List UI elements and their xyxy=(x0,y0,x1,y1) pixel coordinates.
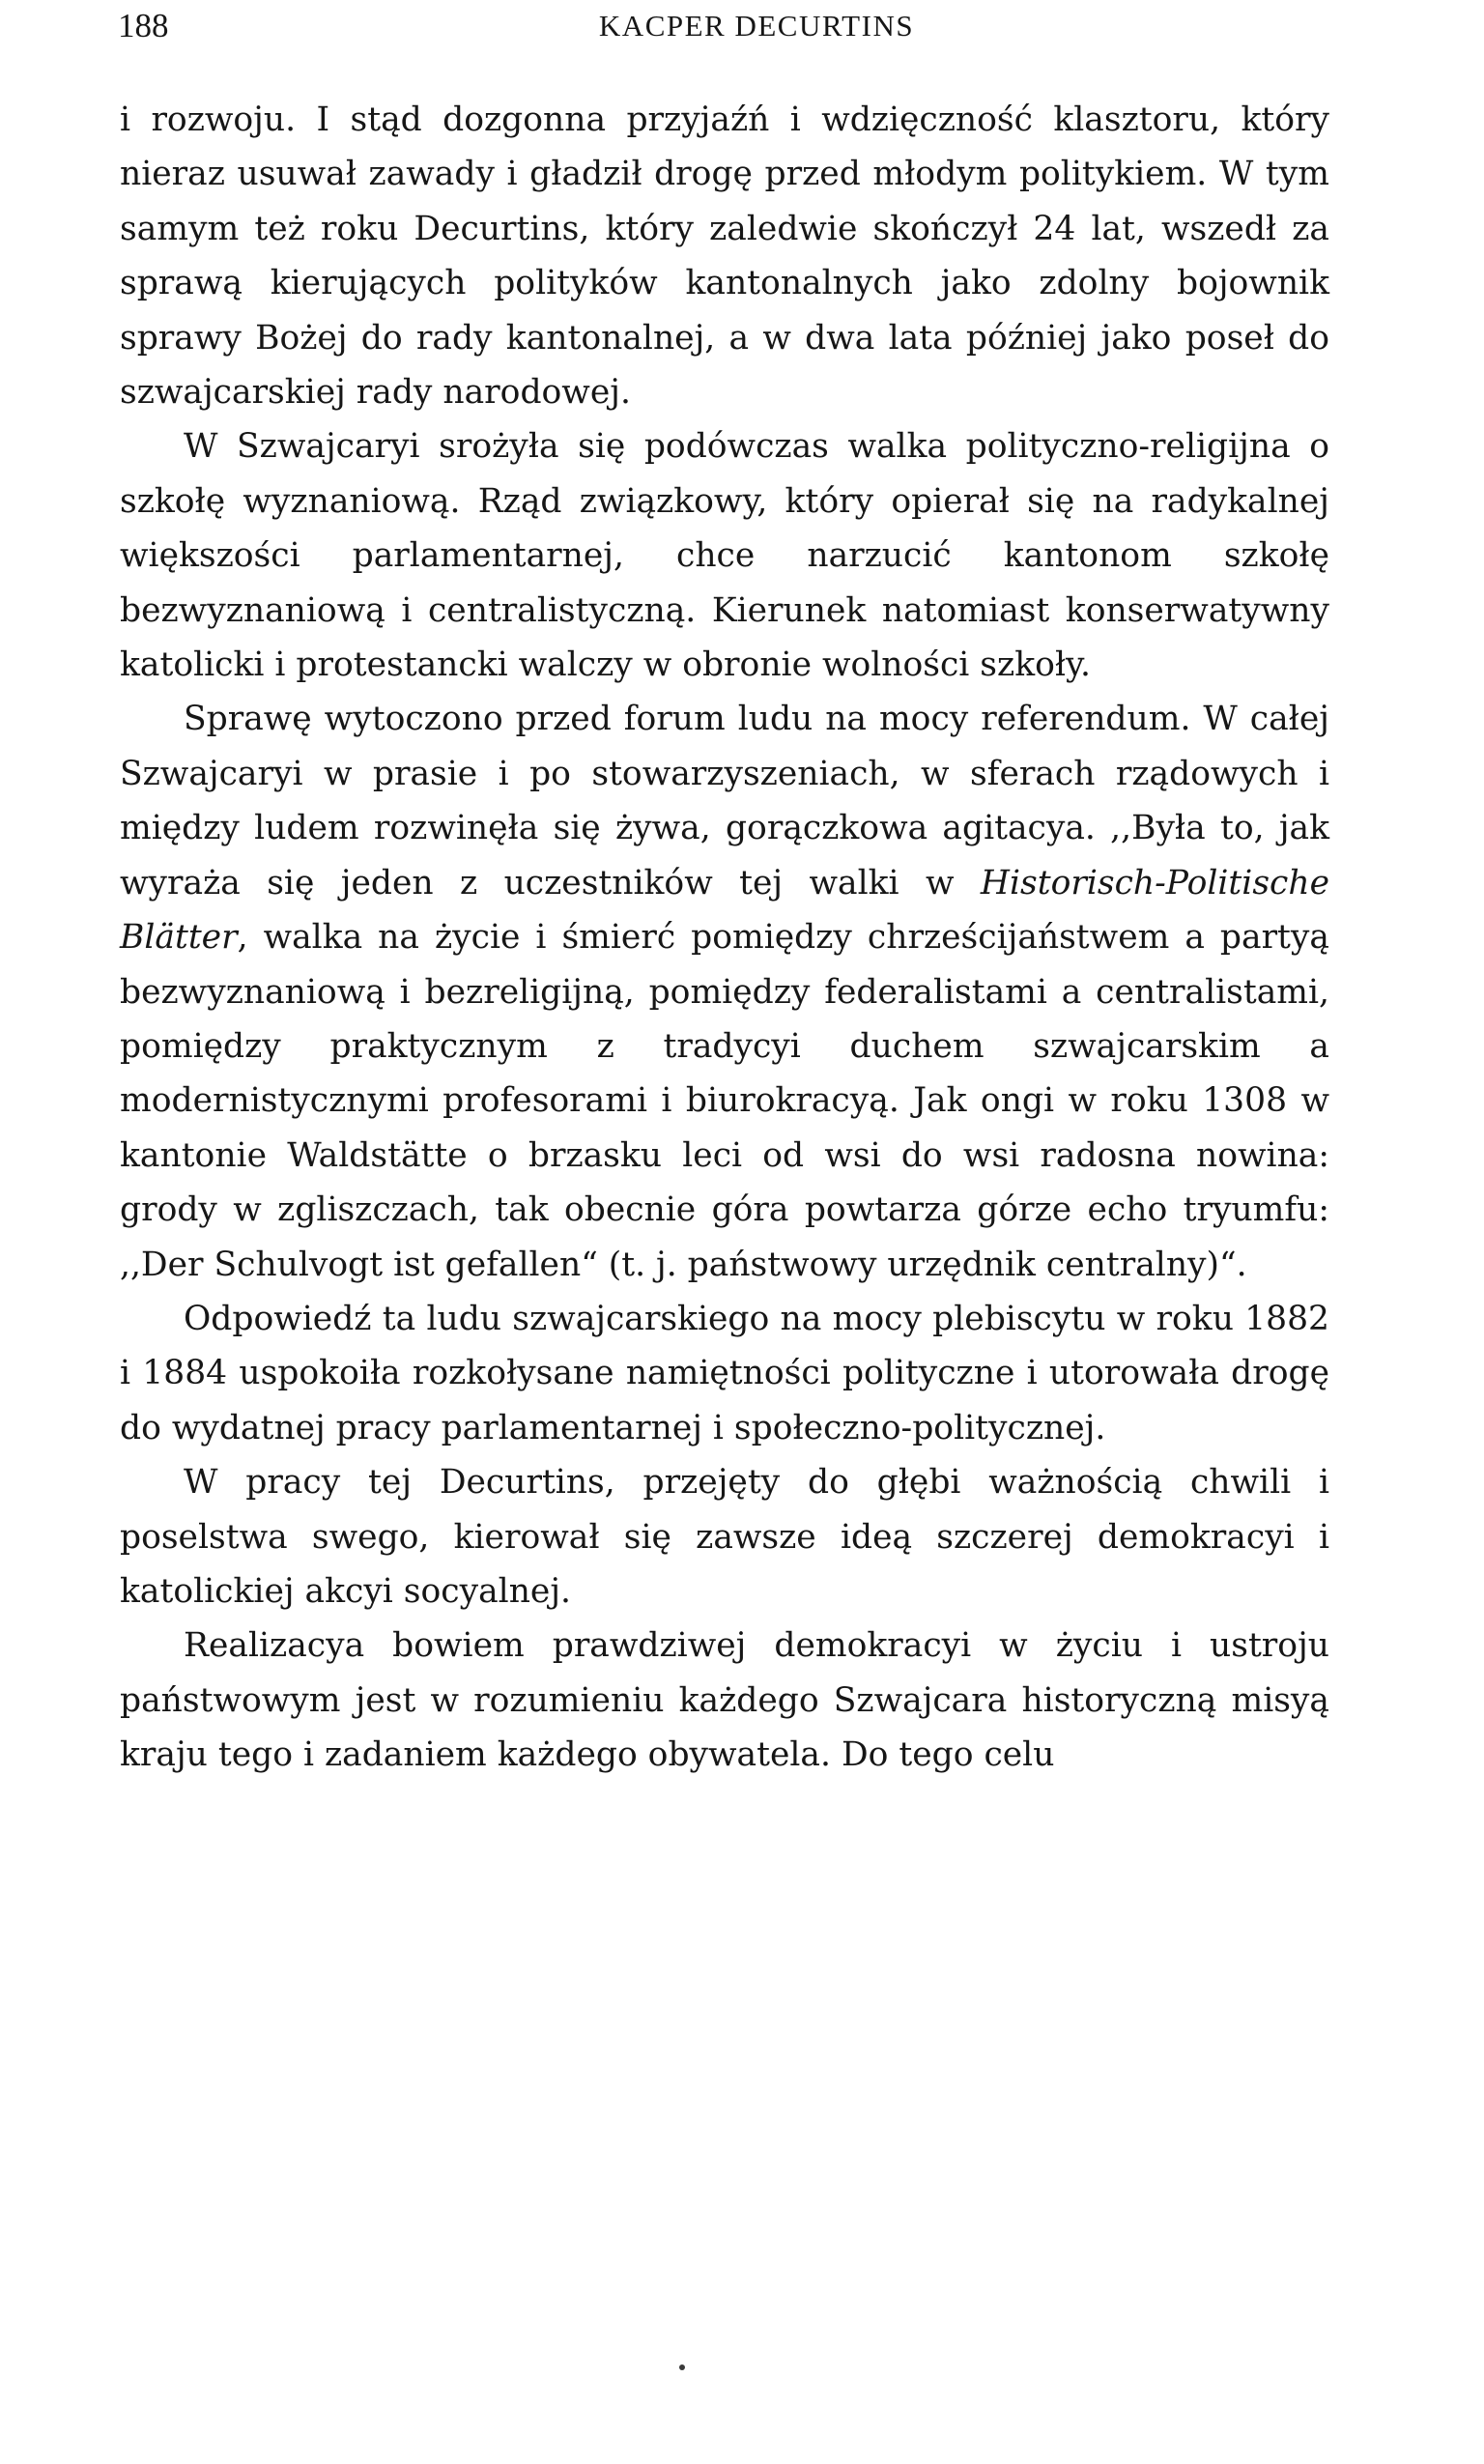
paragraph-1: i rozwoju. I stąd dozgonna przyjaźń i wdzięczność klasztoru, który nieraz usuwał zawady i gładził drogę przed młodym politykiem. W tym samym też roku Decurtins, który zaledwie skończył 24 lat, wszedł za sprawą kierujących polityków kantonalnych jako zdolny bojownik sprawy Bożej do rady kantonalnej, a w dwa lata później jako poseł do szwajcarskiej rady narodowej. xyxy=(120,100,1329,413)
running-head: KACPER DECURTINS xyxy=(598,9,915,43)
paragraph-6: Realizacya bowiem prawdziwej demokracyi w życiu i ustroju państwowym jest w rozumieniu każdego Szwajcara historyczną misyą kraju tego i zadaniem każdego obywatela. Do tego celu xyxy=(120,1626,1329,1775)
paragraph-5: W pracy tej Decurtins, przejęty do głębi ważnością chwili i poselstwa swego, kierował się zawsze ideą szczerej demokracyi i katolickiej akcyi socyalnej. xyxy=(120,1463,1329,1611)
page-header xyxy=(118,2,1327,50)
body-text xyxy=(120,93,1329,1783)
paragraph-4: Odpowiedź ta ludu szwajcarskiego na mocy plebiscytu w roku 1882 i 1884 uspokoiła rozkołysane namiętności polityczne i utorowała drogę do wydatnej pracy parlamentarnej i społeczno-politycznej. xyxy=(120,1299,1329,1447)
paper-speck xyxy=(679,2364,685,2370)
paragraph-2: W Szwajcaryi srożyła się podówczas walka polityczno-religijna o szkołę wyznaniową. Rząd związkowy, który opierał się na radykalnej większości parlamentarnej, chce narzucić kantonom szkołę bezwyznaniową i centralistyczną. Kierunek natomiast konserwatywny katolicki i protestancki walczy w obronie wolności szkoły. xyxy=(120,427,1329,685)
paragraph-3 xyxy=(120,692,1329,1291)
journal-title: Historisch-Politische Blätter xyxy=(120,863,1329,958)
paragraph-3-text-before: Sprawę wytoczono przed forum ludu na mocy referendum. W całej Szwajcaryi w prasie i po stowarzyszeniach, w sferach rządowych i między ludem rozwinęła się żywa, gorączkowa agitacya. ,,Była to, jak wyraża się jeden z uczestników tej walki w xyxy=(120,700,1329,903)
paragraph-3-text-after: , walka na życie i śmierć pomiędzy chrześcijaństwem a partyą bezwyznaniową i bezreligijną, pomiędzy federalistami a centralistami, pomiędzy praktycznym z tradycyi duchem szwajcarskim a modernistycznymi profesorami i biurokracyą. Jak ongi w roku 1308 w kantonie Waldstätte o brzasku leci od wsi do wsi radosna nowina: grody w zgliszczach, tak obecnie góra powtarza górze echo tryumfu: ,,Der Schulvogt ist gefallen“ (t. j. państwowy urzędnik centralny)“. xyxy=(120,918,1329,1284)
page-number: 188 xyxy=(118,7,169,44)
